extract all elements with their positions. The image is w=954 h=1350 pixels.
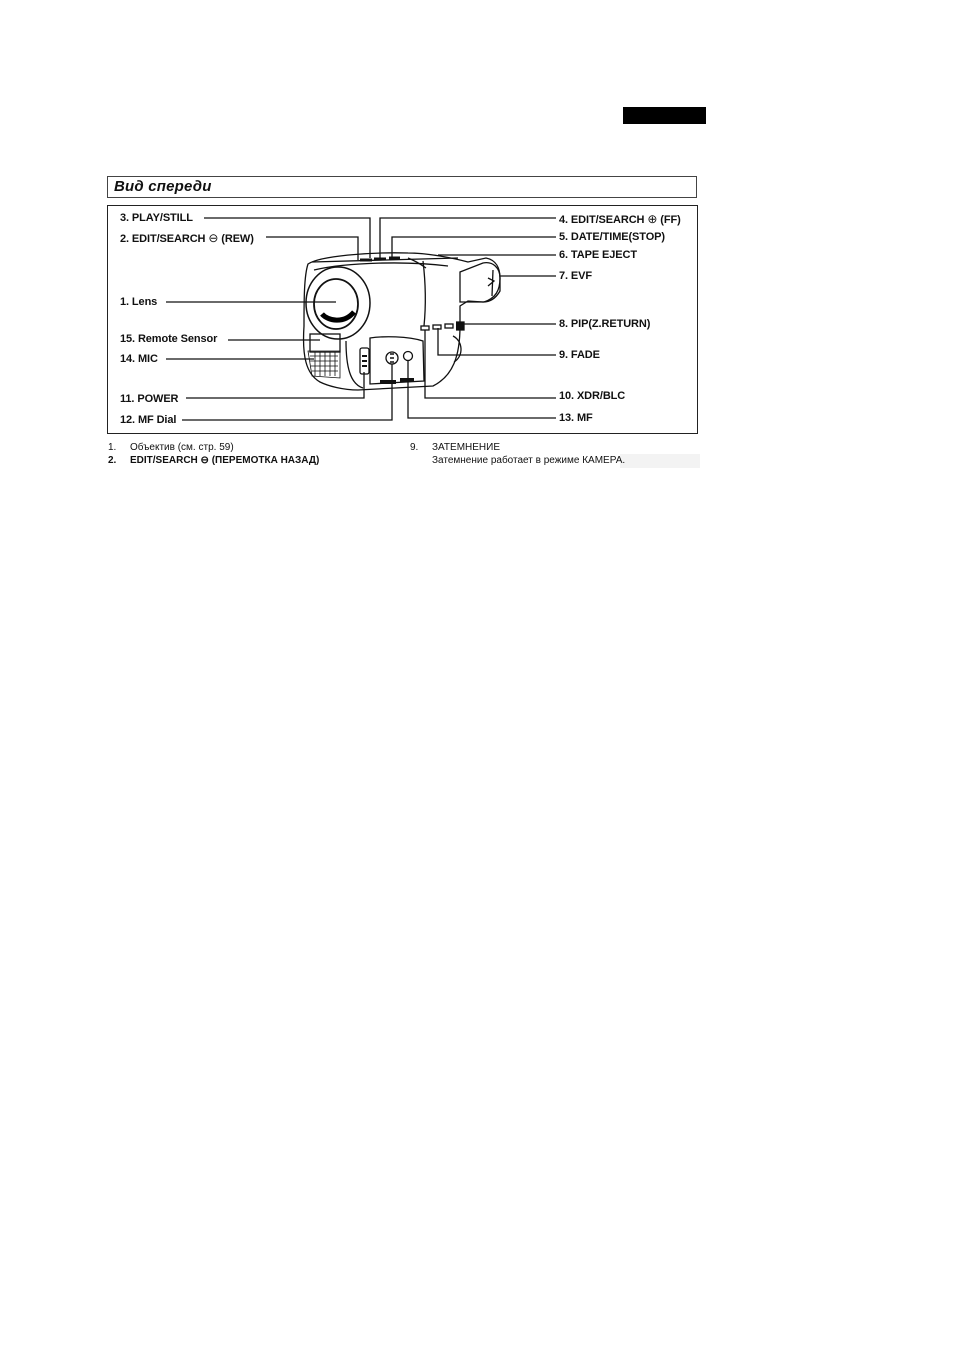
language-tab-marker: [623, 107, 706, 124]
label-fade: 9. FADE: [559, 349, 600, 361]
notes-left: [108, 441, 398, 467]
label-evf: 7. EVF: [559, 270, 593, 282]
label-pip: 8. PIP(Z.RETURN): [559, 318, 651, 330]
label-date-time: 5. DATE/TIME(STOP): [559, 231, 665, 243]
label-edit-search-rew-suffix: (REW): [218, 233, 254, 245]
label-edit-search-ff-prefix: 4. EDIT/SEARCH: [559, 214, 648, 226]
note-item: [108, 454, 398, 467]
label-tape-eject: 6. TAPE EJECT: [559, 249, 637, 261]
section-header: [107, 176, 697, 198]
note-number: 9.: [410, 442, 419, 453]
label-mf-dial: 12. MF Dial: [120, 414, 177, 426]
plus-circle-icon: ⊕: [647, 212, 658, 226]
section-title: Вид спереди: [114, 178, 212, 195]
label-mic: 14. MIC: [120, 353, 158, 365]
label-edit-search-rew: [120, 231, 254, 245]
notes-right: [410, 441, 700, 467]
label-play-still: 3. PLAY/STILL: [120, 212, 193, 224]
note-item: [410, 441, 700, 454]
label-edit-search-ff-suffix: (FF): [657, 214, 681, 226]
camcorder-front-view-diagram: [107, 205, 698, 434]
label-power: 11. POWER: [120, 393, 179, 405]
note-title: ЗАТЕМНЕНИЕ: [432, 442, 501, 453]
label-remote-sensor: 15. Remote Sensor: [120, 333, 218, 345]
note-text: Объектив (см. стр. 59): [130, 442, 234, 453]
label-lens: 1. Lens: [120, 296, 158, 308]
note-text: EDIT/SEARCH ⊖ (ПЕРЕМОТКА НАЗАД): [130, 455, 320, 466]
label-xdr-blc: 10. XDR/BLC: [559, 390, 626, 402]
label-edit-search-ff: [559, 212, 681, 226]
label-edit-search-rew-prefix: 2. EDIT/SEARCH: [120, 233, 209, 245]
label-mf: 13. MF: [559, 412, 593, 424]
note-number: 2.: [108, 455, 117, 466]
note-number: 1.: [108, 442, 117, 453]
minus-circle-icon: ⊖: [208, 231, 219, 245]
note-text: Затемнение работает в режиме КАМЕРА.: [432, 455, 626, 466]
note-item: [410, 454, 700, 467]
note-item: [108, 441, 398, 454]
